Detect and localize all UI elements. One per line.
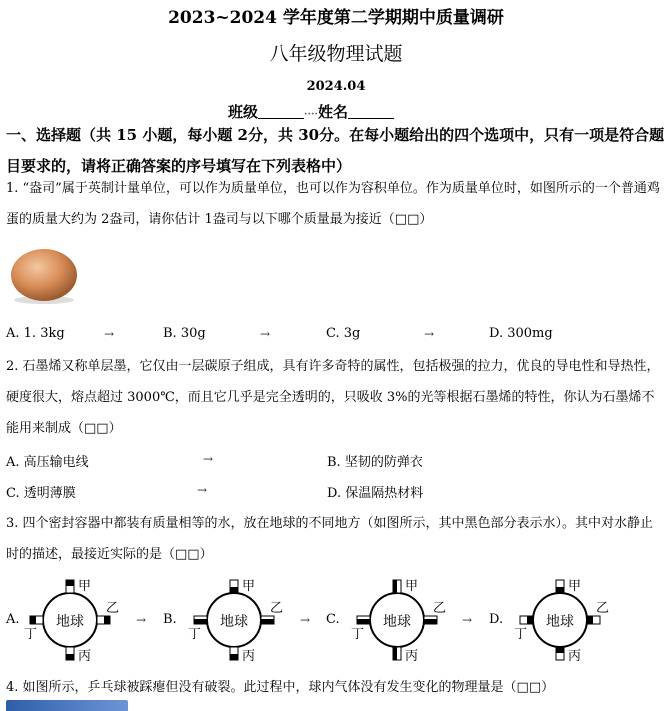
- earth-label: 地球: [546, 614, 574, 630]
- q1-option-b[interactable]: B. 30g: [163, 326, 206, 341]
- pos-right-label: 乙: [106, 601, 120, 616]
- question-4-text: 4. 如图所示，乒乓球被踩瘪但没有破裂。此过程中，球内气体没有发生变化的物理量是（□□）: [6, 680, 555, 695]
- q2-option-a[interactable]: A. 高压输电线: [6, 455, 89, 470]
- exam-subtitle: 八年级物理试题: [269, 43, 403, 65]
- pos-top-label: 甲: [242, 579, 256, 594]
- class-label: 班级: [228, 103, 259, 121]
- class-name-line: [228, 101, 394, 122]
- pos-left-label: 丁: [24, 627, 38, 642]
- q1-option-d[interactable]: D. 300mg: [489, 326, 553, 341]
- pos-bottom-label: 丙: [78, 649, 92, 664]
- pos-top-label: 甲: [568, 579, 582, 594]
- tab-mark: →: [424, 327, 435, 341]
- q3-option-b[interactable]: B.: [163, 612, 177, 627]
- pos-right-label: 乙: [433, 601, 447, 616]
- earth-diagram-a: [20, 578, 140, 664]
- exam-title: 2023~2024 学年度第二学期期中质量调研: [168, 8, 504, 28]
- name-label: 姓名: [317, 103, 348, 121]
- earth-diagram-d: [510, 578, 630, 664]
- tab-mark: →: [300, 613, 311, 627]
- class-blank[interactable]: [258, 104, 304, 119]
- dots: ····: [304, 109, 318, 120]
- pos-right-label: 乙: [596, 601, 610, 616]
- q1-option-a[interactable]: A. 1. 3kg: [6, 326, 65, 341]
- pos-top-label: 甲: [405, 579, 419, 594]
- ping-pong-image: [6, 700, 128, 711]
- tab-mark: →: [462, 613, 473, 627]
- pos-right-label: 乙: [270, 601, 284, 616]
- question-3-text: 3. 四个密封容器中都装有质量相等的水，放在地球的不同地方（如图所示，其中黑色部分表示水）。其中对水静止时的描述，最接近实际的是（□□）: [6, 516, 654, 562]
- pos-left-label: 丁: [514, 627, 528, 642]
- earth-label: 地球: [56, 614, 84, 630]
- egg-image: [8, 246, 80, 306]
- q3-option-d[interactable]: D.: [489, 612, 504, 627]
- tab-mark: →: [260, 327, 271, 341]
- name-blank[interactable]: [348, 104, 394, 119]
- tab-mark: →: [197, 483, 208, 497]
- q3-option-a[interactable]: A.: [6, 612, 20, 627]
- q2-option-c[interactable]: C. 透明薄膜: [6, 486, 76, 501]
- exam-date: 2024.04: [306, 79, 366, 94]
- section-heading: 一、选择题（共 15 小题，每小题 2分，共 30分。在每小题给出的四个选项中，只有一项是符合题目要求的，请将正确答案的序号填写在下列表格中）: [6, 126, 665, 175]
- q1-option-c[interactable]: C. 3g: [326, 326, 361, 341]
- question-1-text: 1. “盎司”属于英制计量单位，可以作为质量单位，也可以作为容积单位。作为质量单位时，如图所示的一个普通鸡蛋的质量大约为 2盎司，请你估计 1盎司与以下哪个质量最为接近（□□）: [6, 181, 660, 227]
- pos-bottom-label: 丙: [568, 649, 582, 664]
- q2-option-b[interactable]: B. 坚韧的防弹衣: [327, 455, 423, 470]
- tab-mark: →: [104, 327, 115, 341]
- q2-option-d[interactable]: D. 保温隔热材料: [327, 486, 424, 501]
- tab-mark: →: [203, 452, 214, 466]
- earth-label: 地球: [220, 614, 248, 630]
- pos-top-label: 甲: [78, 579, 92, 594]
- pos-bottom-label: 丙: [405, 649, 419, 664]
- q3-option-c[interactable]: C.: [326, 612, 340, 627]
- pos-left-label: 丁: [188, 627, 202, 642]
- earth-diagram-c: [347, 578, 467, 664]
- question-2-text: 2. 石墨烯又称单层墨，它仅由一层碳原子组成，具有许多奇特的属性，包括极强的拉力，优良的导电性和导热性，硬度很大，熔点超过 3000℃，而且它几乎是完全透明的，只吸收 3%的光等根据石墨烯的特性，你认为石墨烯不能用来制成（□□）: [6, 359, 660, 436]
- earth-label: 地球: [383, 614, 411, 630]
- earth-diagram-b: [184, 578, 304, 664]
- tab-mark: →: [136, 613, 147, 627]
- pos-bottom-label: 丙: [242, 649, 256, 664]
- pos-left-label: 丁: [351, 627, 365, 642]
